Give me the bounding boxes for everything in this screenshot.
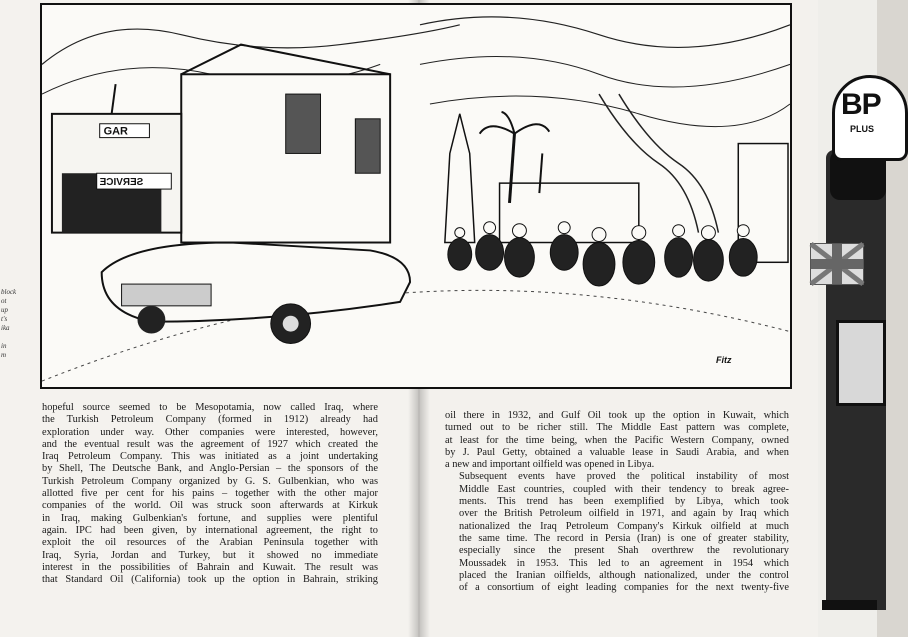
text-line: exploit the oil resources of the Arabian Peninsula together with [42, 537, 378, 549]
service-sign-text: ƎƆIVЯƎƧ [99, 177, 144, 189]
text-line: ments. This trend has been exemplified by Libya, which took [459, 496, 789, 508]
text-line: Turkish Petroleum Company organized by G. S. Gulbenkian, who was [42, 475, 378, 487]
paragraph-2 [445, 471, 789, 594]
margin-note-line: t's [1, 315, 8, 323]
margin-note-line: m [1, 351, 7, 359]
right-text-column [445, 410, 789, 594]
margin-note-line: ika [1, 324, 10, 332]
text-line: especially since the present Shah overthrew the revolutionary [459, 545, 789, 557]
text-line: in Iraq, making Gulbenkian's fortune, and supplies were plentiful [42, 512, 378, 524]
text-line: by Shell, The Deutsche Bank, and Anglo-Persian – the sponsors of the [42, 463, 378, 475]
text-line: nationalized the Iraq Petroleum Company's Kirkuk oilfield at much [459, 520, 789, 532]
text-line: again. IPC had been given, by international agreement, the right to [42, 524, 378, 536]
margin-note-line: in [1, 342, 7, 350]
text-line: Iraq, Syria, Jordan and Turkey, but it showed no immediate [42, 549, 378, 561]
text-line: oil there in 1932, and Gulf Oil took up the option in Kuwait, which [445, 410, 789, 421]
text-line: and the eventual result was the agreement of 1927 which created the [42, 438, 378, 450]
garage-sign-text: GAR [103, 125, 128, 138]
paragraph-1 [445, 410, 789, 471]
margin-note-line: up [1, 306, 8, 314]
text-line: Middle East countries, coupled with their tendency to break agree- [459, 483, 789, 495]
pump-window [836, 320, 886, 406]
text-line: companies of the world. Oil was struck soon afterwards at Kirkuk [42, 500, 378, 512]
text-line: a new and important oilfield was opened in Libya. [445, 459, 655, 471]
text-line: the same time. The record in Persia (Iran) is one of greater stability, [459, 532, 789, 544]
text-line: the Turkish Petroleum Company (formed in 1912) already had [42, 414, 378, 426]
text-line: at least for the time being, when the Pacific Western Company, owned [445, 434, 789, 446]
text-line: Subsequent events have proved the political instability of most [459, 471, 789, 483]
text-line: hopeful source seemed to be Mesopotamia, now called Iraq, where [42, 402, 378, 413]
cartoon-signature: Fitz [716, 355, 732, 365]
text-line: of a consortium of eight leading companies for the next twenty-five [459, 582, 789, 594]
margin-note-line: block [1, 288, 17, 296]
text-line: exploration under way. Other companies were interested, however, [42, 426, 378, 438]
bp-logo-sub: PLUS [850, 124, 875, 134]
text-line: over the British Petroleum oilfield in 1971, and again by Iraq which [459, 508, 789, 520]
text-line: Iraq Petroleum Company. This was initiated as a joint undertaking [42, 451, 378, 463]
left-text-column [42, 402, 378, 586]
text-line: turned out to be richer still. The Middle East pattern was complete, [445, 422, 789, 434]
bp-logo-text: BP [841, 88, 881, 121]
text-line: that Standard Oil (California) took up the option in Bahrain, striking [42, 574, 378, 586]
text-line: allotted five per cent for his pains – together with the other major [42, 488, 378, 500]
text-line: by J. Paul Getty, obtained a valuable lease in Saudi Arabia, and when [445, 446, 789, 458]
left-margin-caption [1, 288, 17, 360]
cartoon-illustration [40, 3, 792, 389]
margin-note-line: ot [1, 297, 7, 305]
text-line: Moussadek in 1953. This led to an agreement in 1954 which [459, 557, 789, 569]
margin-note-line [1, 333, 13, 342]
pump-base [822, 600, 877, 610]
text-line: interest in the possibilities of Bahrain and Kuwait. The result was [42, 561, 378, 573]
union-flag-icon [810, 243, 864, 285]
text-line: placed the Iranian oilfields, although nationalized, under the control [459, 569, 789, 581]
